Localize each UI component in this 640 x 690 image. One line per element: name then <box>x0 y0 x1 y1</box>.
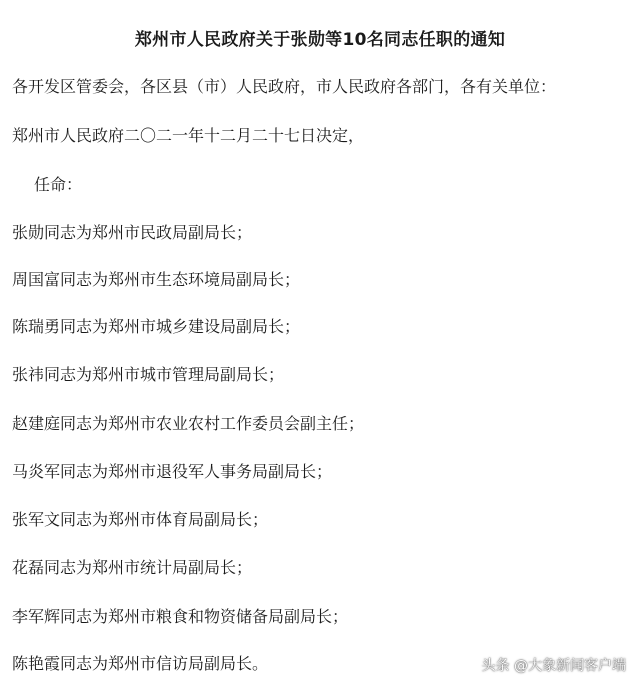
appointment-item: 周国富同志为郑州市生态环境局副局长； <box>12 270 301 289</box>
appointment-item: 赵建庭同志为郑州市农业农村工作委员会副主任； <box>12 414 365 433</box>
decision-line: 郑州市人民政府二〇二一年十二月二十七日决定， <box>12 126 365 145</box>
document-title: 郑州市人民政府关于张勋等10名同志任职的通知 <box>134 30 506 50</box>
appointment-item: 张军文同志为郑州市体育局副局长； <box>12 510 269 529</box>
appointment-item: 花磊同志为郑州市统计局副局长； <box>12 558 253 577</box>
salutation: 各开发区管委会，各区县（市）人民政府，市人民政府各部门，各有关单位： <box>12 77 557 96</box>
appointment-item: 陈艳霞同志为郑州市信访局副局长。 <box>12 654 269 673</box>
source-watermark: 头条 @大象新闻客户端 <box>481 658 626 674</box>
appointment-item: 李军辉同志为郑州市粮食和物资储备局副局长； <box>12 607 349 626</box>
appointment-item: 马炎军同志为郑州市退役军人事务局副局长； <box>12 462 333 481</box>
appoint-label: 任命： <box>34 175 83 194</box>
appointment-item: 张祎同志为郑州市城市管理局副局长； <box>12 365 285 384</box>
appointment-item: 张勋同志为郑州市民政局副局长； <box>12 223 253 242</box>
appointment-item: 陈瑞勇同志为郑州市城乡建设局副局长； <box>12 317 301 336</box>
